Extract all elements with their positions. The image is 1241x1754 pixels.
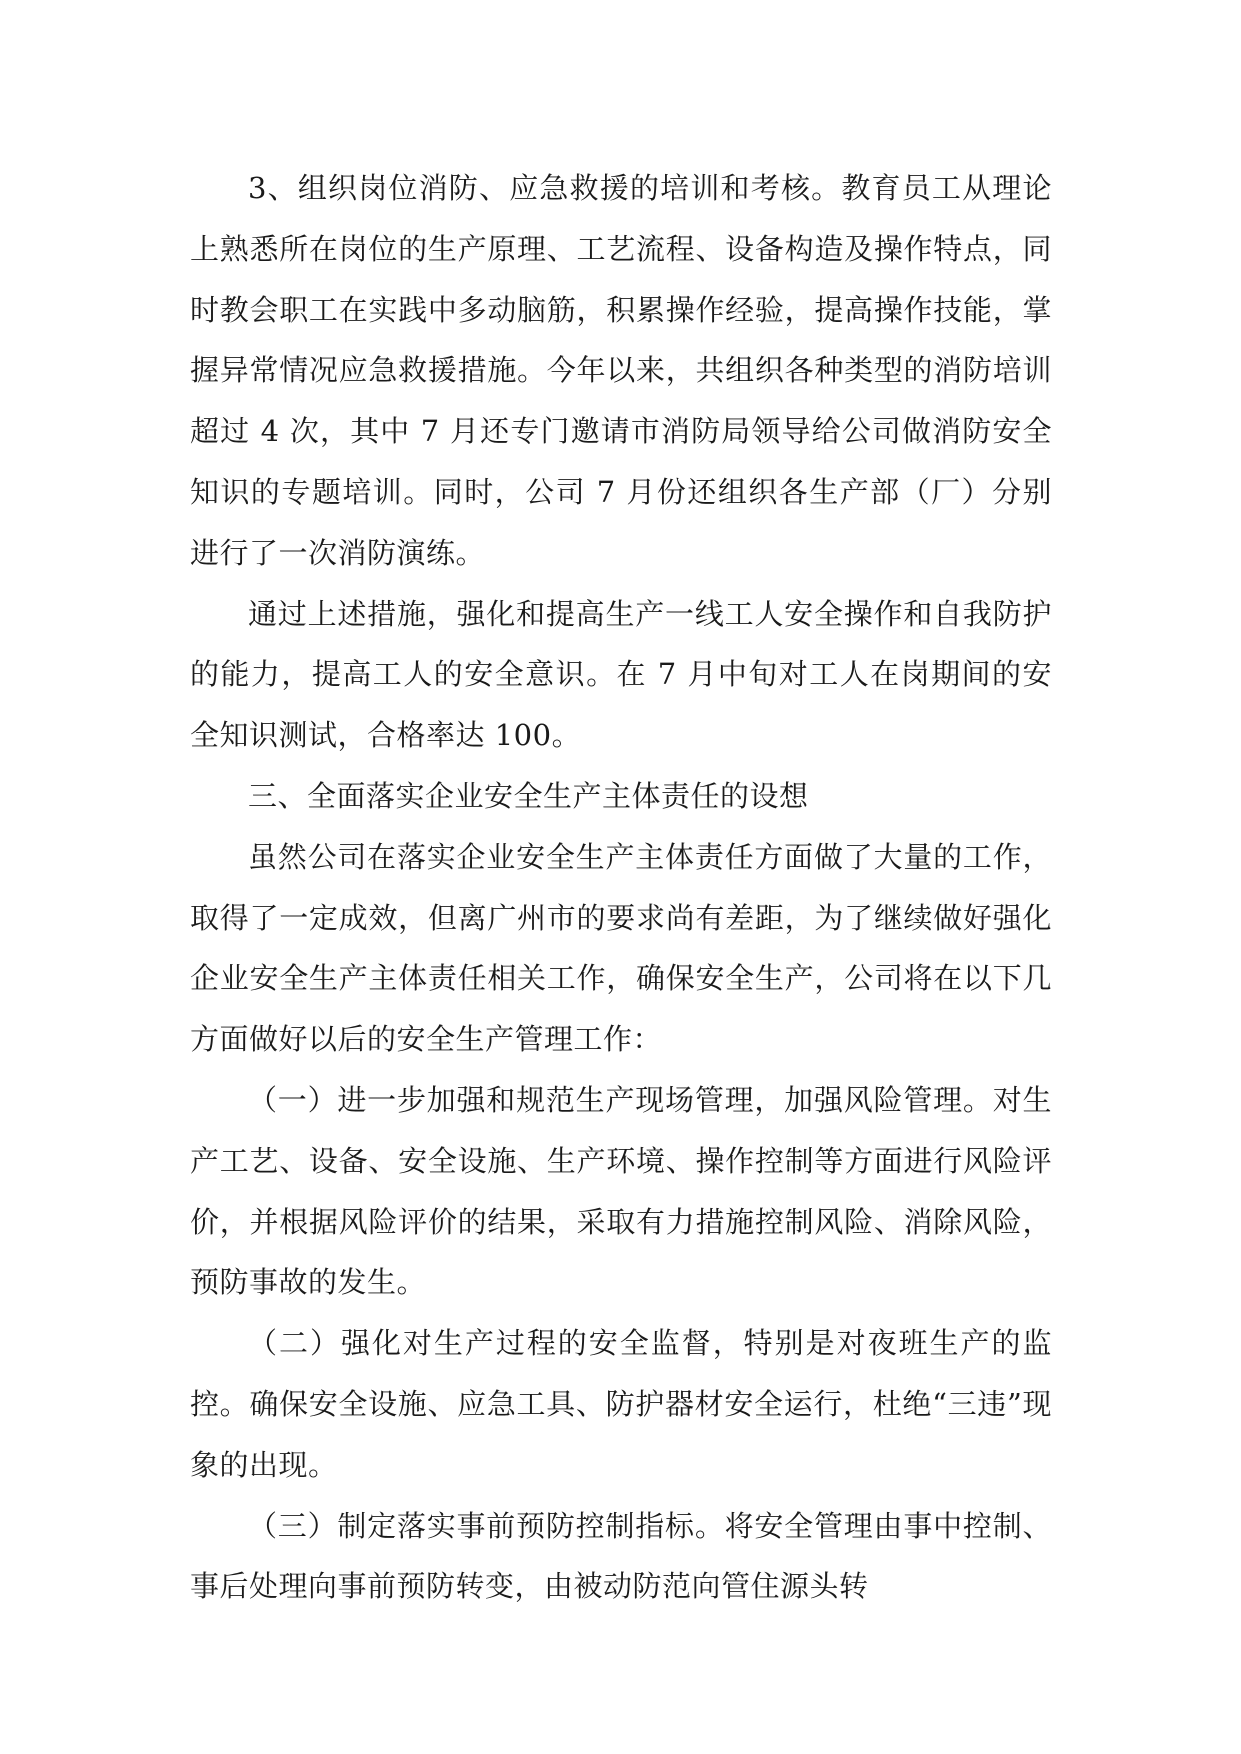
document-body xyxy=(190,158,1052,1617)
paragraph-intro-plans: 虽然公司在落实企业安全生产主体责任方面做了大量的工作，取得了一定成效，但离广州市的要求尚有差距，为了继续做好强化企业安全生产主体责任相关工作，确保安全生产，公司将在以下几方面做好以后的安全生产管理工作： xyxy=(190,839,1052,1057)
paragraph-training: 3、组织岗位消防、应急救援的培训和考核。教育员工从理论上熟悉所在岗位的生产原理、工艺流程、设备构造及操作特点，同时教会职工在实践中多动脑筋，积累操作经验，提高操作技能，掌握异常情况应急救援措施。今年以来，共组织各种类型的消防培训超过 4 次，其中 7 月还专门邀请市消防局领导给公司做消防安全知识的专题培训。同时，公司 7 月份还组织各生产部（厂）分别进行了一次消防演练。 xyxy=(190,171,1052,570)
paragraph-measures-result: 通过上述措施，强化和提高生产一线工人安全操作和自我防护的能力，提高工人的安全意识。在 7 月中旬对工人在岗期间的安全知识测试，合格率达 100。 xyxy=(190,596,1052,753)
paragraph-plan-one: （一）进一步加强和规范生产现场管理，加强风险管理。对生产工艺、设备、安全设施、生产环境、操作控制等方面进行风险评价，并根据风险评价的结果，采取有力措施控制风险、消除风险，预防事故的发生。 xyxy=(190,1082,1052,1300)
section-heading-three: 三、全面落实企业安全生产主体责任的设想 xyxy=(248,778,809,813)
paragraph-plan-three: （三）制定落实事前预防控制指标。将安全管理由事中控制、事后处理向事前预防转变，由被动防范向管住源头转 xyxy=(190,1508,1052,1604)
paragraph-plan-two: （二）强化对生产过程的安全监督，特别是对夜班生产的监控。确保安全设施、应急工具、防护器材安全运行，杜绝“三违”现象的出现。 xyxy=(190,1326,1052,1482)
